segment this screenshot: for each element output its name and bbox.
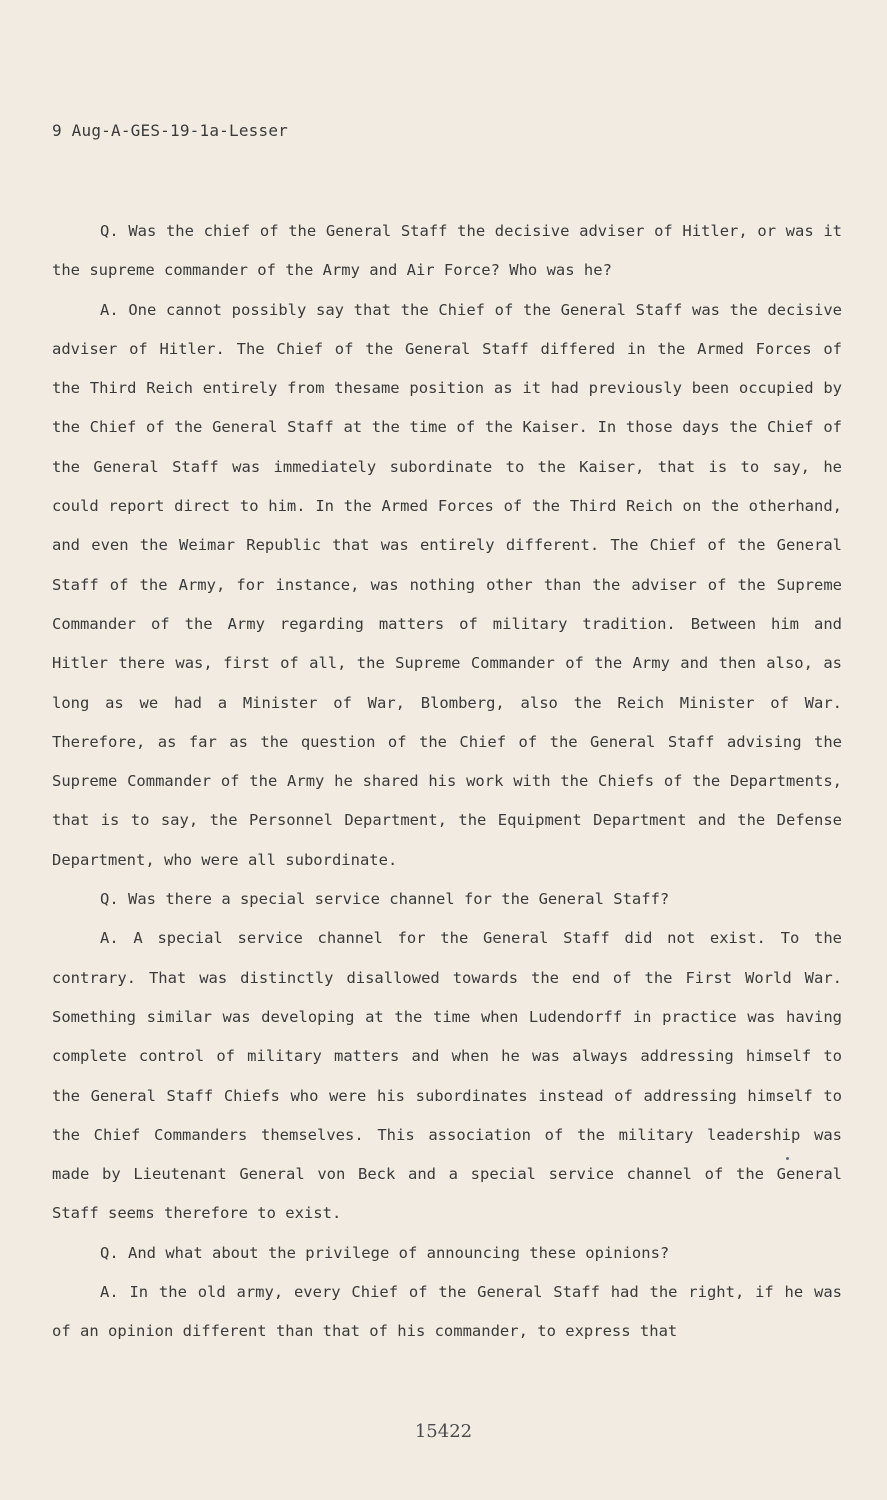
document-header-code: 9 Aug-A-GES-19-1a-Lesser <box>52 121 288 140</box>
paragraph-question-1: Q. Was the chief of the General Staff the decisive adviser of Hitler, or was it the supreme commander of the Army and Air Force? Who was he? <box>52 222 842 280</box>
paragraph-answer-2: A. A special service channel for the General Staff did not exist. To the contrary. That was distinctly disallowed towards the end of the First World War. Something similar was developing at the time when Ludendorff in practice was having complete control of military matters and when he was always addressing himself to the General Staff Chiefs who were his subordinates instead of addressing himself to the Chief Commanders themselves. This association of the military leadership was made by Lieutenant General von Beck and a special service channel of the General Staff seems therefore to exist. <box>52 929 842 1223</box>
paragraph-question-2: Q. Was there a special service channel for the General Staff? <box>100 890 670 909</box>
paragraph-question-3: Q. And what about the privilege of announcing these opinions? <box>100 1243 670 1262</box>
page-number: 15422 <box>414 1421 473 1442</box>
document-body <box>52 212 842 1352</box>
paragraph-answer-1: A. One cannot possibly say that the Chief of the General Staff was the decisive adviser of Hitler. The Chief of the General Staff differed in the Armed Forces of the Third Reich entirely from thesame position as it had previously been occupied by the Chief of the General Staff at the time of the Kaiser. In those days the Chief of the General Staff was immediately subordinate to the Kaiser, that is to say, he could report direct to him. In the Armed Forces of the Third Reich on the otherhand, and even the Weimar Republic that was entirely different. The Chief of the General Staff of the Army, for instance, was nothing other than the adviser of the Supreme Commander of the Army regarding matters of military tradition. Between him and Hitler there was, first of all, the Supreme Commander of the Army and then also, as long as we had a Minister of War, Blomberg, also the Reich Minister of War. Therefore, as far as the question of the Chief of the General Staff advising the Supreme Commander of the Army he shared his work with the Chiefs of the Departments, that is to say, the Personnel Department, the Equipment Department and the Defense Department, who were all subordinate. <box>52 300 842 869</box>
paragraph-answer-3: A. In the old army, every Chief of the General Staff had the right, if he was of an opinion different than that of his commander, to express that <box>52 1283 842 1341</box>
ink-speck <box>786 1157 789 1160</box>
